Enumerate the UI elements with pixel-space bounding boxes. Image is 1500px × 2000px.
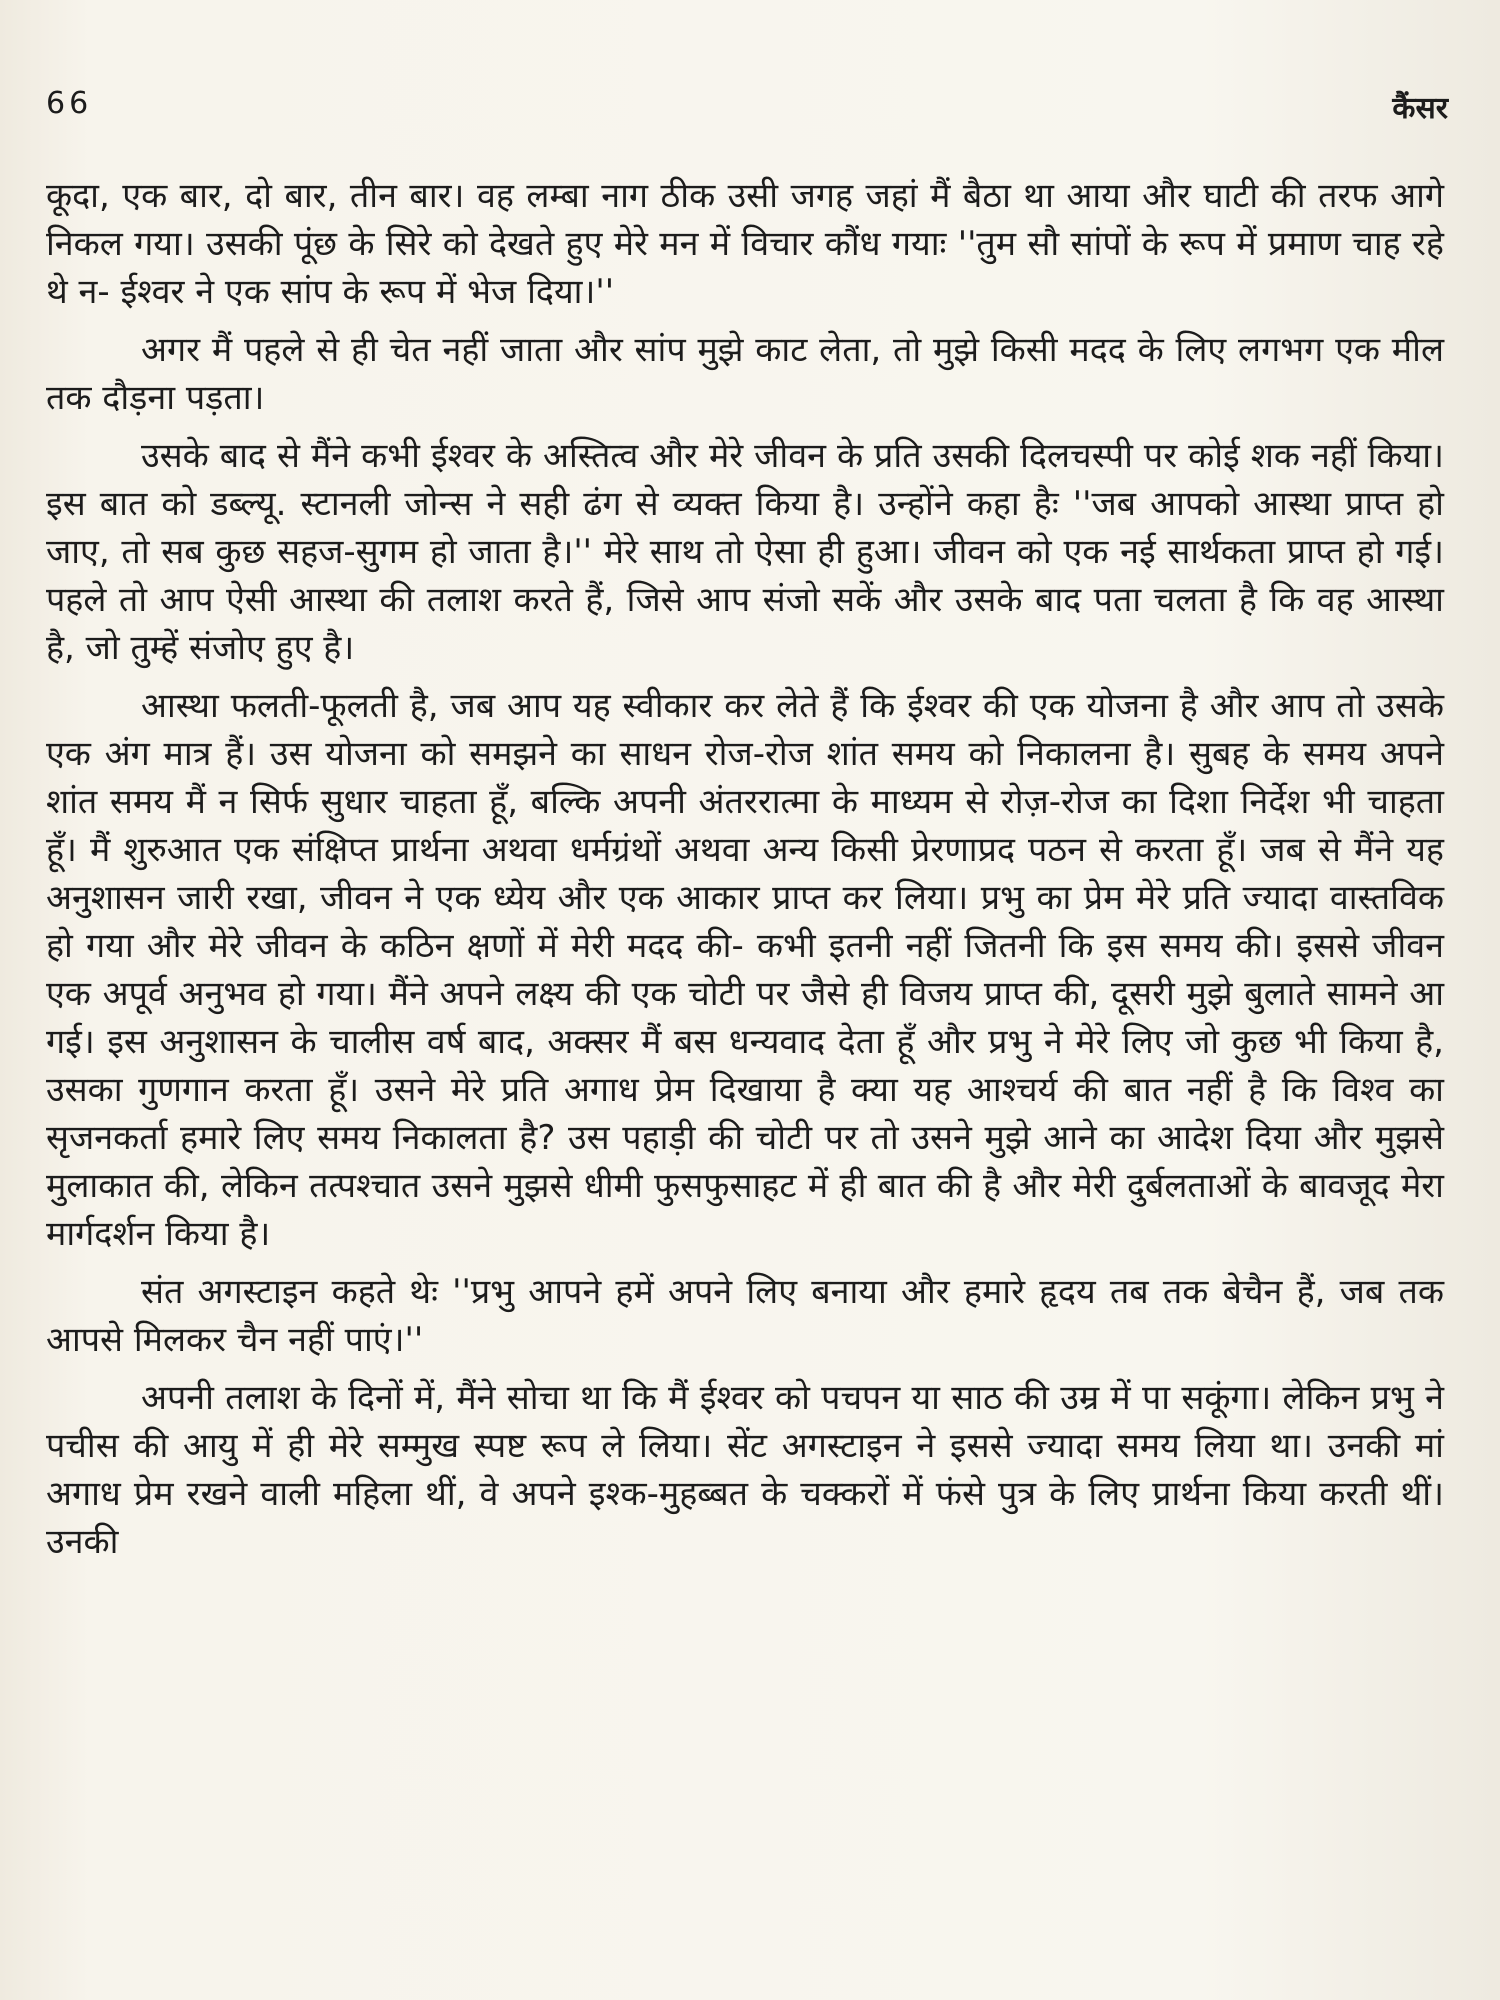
paragraph-6: अपनी तलाश के दिनों में, मैंने सोचा था कि मैं ईश्वर को पचपन या साठ की उम्र में पा सकूंगा। लेकिन प्रभु ने पचीस की आयु में ही मेरे सम्मुख स्पष्ट रूप ले लिया। सेंट अगस्टाइन ने इससे ज्यादा समय लिया था। उनकी मां अगाध प्रेम रखने वाली महिला थीं, वे अपने इश्क-मुहब्बत के चक्करों में फंसे पुत्र के लिए प्रार्थना किया करती थीं। उनकी	[46, 1378, 1444, 1562]
paragraph-3: उसके बाद से मैंने कभी ईश्वर के अस्तित्व और मेरे जीवन के प्रति उसकी दिलचस्पी पर कोई शक नहीं किया। इस बात को डब्ल्यू. स्टानली जोन्स ने सही ढंग से व्यक्त किया है। उन्होंने कहा हैः ''जब आपको आस्था प्राप्त हो जाए, तो सब कुछ सहज-सुगम हो जाता है।'' मेरे साथ तो ऐसा ही हुआ। जीवन को एक नई सार्थकता प्राप्त हो गई। पहले तो आप ऐसी आस्था की तलाश करते हैं, जिसे आप संजो सकें और उसके बाद पता चलता है कि वह आस्था है, जो तुम्हें संजोए हुए है।	[46, 436, 1444, 668]
paragraph-5: संत अगस्टाइन कहते थेः ''प्रभु आपने हमें अपने लिए बनाया और हमारे हृदय तब तक बेचैन हैं, जब तक आपसे मिलकर चैन नहीं पाएं।''	[46, 1272, 1444, 1360]
paragraph-4: आस्था फलती-फूलती है, जब आप यह स्वीकार कर लेते हैं कि ईश्वर की एक योजना है और आप तो उसके एक अंग मात्र हैं। उस योजना को समझने का साधन रोज-रोज शांत समय को निकालना है। सुबह के समय अपने शांत समय मैं न सिर्फ सुधार चाहता हूँ, बल्कि अपनी अंतररात्मा के माध्यम से रोज़-रोज का दिशा निर्देश भी चाहता हूँ। मैं शुरुआत एक संक्षिप्त प्रार्थना अथवा धर्मग्रंथों अथवा अन्य किसी प्रेरणाप्रद पठन से करता हूँ। जब से मैंने यह अनुशासन जारी रखा, जीवन ने एक ध्येय और एक आकार प्राप्त कर लिया। प्रभु का प्रेम मेरे प्रति ज्यादा वास्तविक हो गया और मेरे जीवन के कठिन क्षणों में मेरी मदद की- कभी इतनी नहीं जितनी कि इस समय की। इससे जीवन एक अपूर्व अनुभव हो गया। मैंने अपने लक्ष्य की एक चोटी पर जैसे ही विजय प्राप्त की, दूसरी मुझे बुलाते सामने आ गई। इस अनुशासन के चालीस वर्ष बाद, अक्सर मैं बस धन्यवाद देता हूँ और प्रभु ने मेरे लिए जो कुछ भी किया है, उसका गुणगान करता हूँ। उसने मेरे प्रति अगाध प्रेम दिखाया है क्या यह आश्चर्य की बात नहीं है कि विश्व का सृजनकर्ता हमारे लिए समय निकालता है? उस पहाड़ी की चोटी पर तो उसने मुझे आने का आदेश दिया और मुझसे मुलाकात की, लेकिन तत्पश्चात उसने मुझसे धीमी फुसफुसाहट में ही बात की है और मेरी दुर्बलताओं के बावजूद मेरा मार्गदर्शन किया है।	[46, 686, 1444, 1254]
running-title: कैंसर	[1392, 91, 1448, 126]
page-number: 66	[46, 86, 93, 121]
paragraph-1: कूदा, एक बार, दो बार, तीन बार। वह लम्बा नाग ठीक उसी जगह जहां मैं बैठा था आया और घाटी की तरफ आगे निकल गया। उसकी पूंछ के सिरे को देखते हुए मेरे मन में विचार कौंध गयाः ''तुम सौ सांपों के रूप में प्रमाण चाह रहे थे न- ईश्वर ने एक सांप के रूप में भेज दिया।''	[46, 176, 1444, 312]
paragraph-2: अगर मैं पहले से ही चेत नहीं जाता और सांप मुझे काट लेता, तो मुझे किसी मदद के लिए लगभग एक मील तक दौड़ना पड़ता।	[46, 330, 1444, 418]
page-header	[46, 86, 1448, 136]
body-text	[46, 172, 1444, 1576]
